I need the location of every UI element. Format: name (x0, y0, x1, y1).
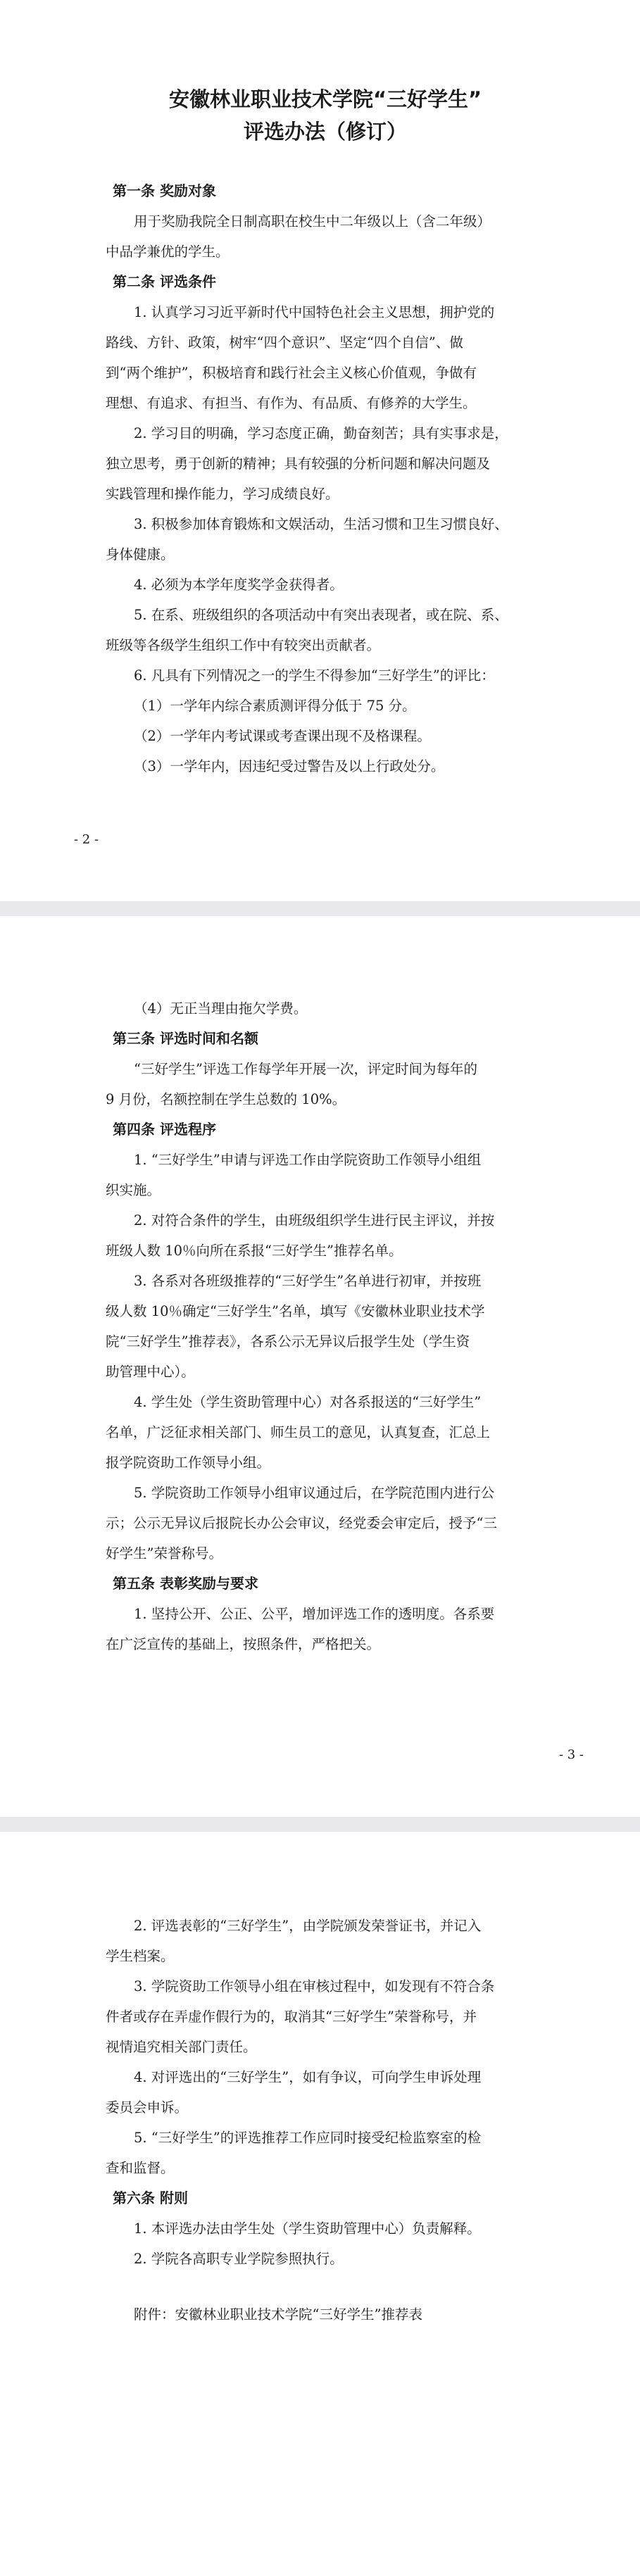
text-line: “三好学生”评选工作每学年开展一次，评定时间为每年的 (134, 1061, 477, 1077)
text-line: 件者或存在弄虚作假行为的，取消其“三好学生”荣誉称号，并 (106, 2009, 477, 2025)
page-3-body (106, 1911, 545, 2330)
text-line: 5. 学院资助工作领导小组审议通过后，在学院范围内进行公 (134, 1485, 495, 1501)
text-line: 5. “三好学生”的评选推荐工作应同时接受纪检监察室的检 (134, 2130, 482, 2146)
text-line: 织实施。 (106, 1182, 161, 1198)
text-line: 名单，广泛征求相关部门、师生员工的意见，认真复查，汇总上 (106, 1424, 491, 1440)
text-line: 实践管理和操作能力，学习成绩良好。 (106, 486, 339, 502)
text-line: 1. 坚持公开、公正、公平，增加评选工作的透明度。各系要 (134, 1606, 495, 1622)
title-line-1: 安徽林业职业技术学院“三好学生” (168, 87, 482, 111)
text-line: 身体健康。 (106, 546, 175, 563)
text-line: 报学院资助工作领导小组。 (106, 1455, 271, 1471)
text-line: 理想、有追求、有担当、有作为、有品质、有修养的大学生。 (106, 395, 477, 411)
text-line: 4. 对评选出的“三好学生”，如有争议，可向学生申诉处理 (134, 2069, 482, 2085)
text-line: 用于奖励我院全日制高职在校生中二年级以上（含二年级） (134, 213, 491, 230)
text-line: 视情追究相关部门责任。 (106, 2039, 257, 2055)
text-line: 2. 学习目的明确，学习态度正确，勤奋刻苦；具有实事求是， (134, 425, 508, 441)
text-line: （1）一学年内综合素质测评得分低于 75 分。 (134, 698, 416, 714)
text-line: 路线、方针、政策，树牢“四个意识”、坚定“四个自信”、做 (106, 334, 463, 351)
text-line: 2. 学院各高职专业学院参照执行。 (134, 2251, 344, 2267)
text-line: 3. 各系对各班级推荐的“三好学生”名单进行初审，并按班 (134, 1273, 482, 1289)
text-line: 院“三好学生”推荐表》，各系公示无异议后报学生处（学生资 (106, 1333, 470, 1350)
page-number: - 3 - (558, 1747, 584, 1762)
text-line: 6. 凡具有下列情况之一的学生不得参加“三好学生”的评比： (134, 667, 495, 684)
text-line: 5. 在系、班级组织的各项活动中有突出表现者，或在院、系、 (134, 607, 508, 623)
text-line: 学生档案。 (106, 1948, 175, 1964)
section-heading: 第一条 奖励对象 (113, 182, 216, 199)
text-line: 委员会申诉。 (106, 2099, 189, 2116)
section-heading: 第二条 评选条件 (113, 273, 216, 290)
text-line: 3. 积极参加体育锻炼和文娱活动，生活习惯和卫生习惯良好、 (134, 516, 508, 532)
text-line: 在广泛宣传的基础上，按照条件，严格把关。 (106, 1636, 381, 1652)
text-line: 附件：安徽林业职业技术学院“三好学生”推荐表 (134, 2306, 422, 2323)
section-heading: 第四条 评选程序 (113, 1121, 216, 1138)
text-line: 1. 本评选办法由学生处（学生资助管理中心）负责解释。 (134, 2220, 481, 2237)
text-line: 好学生”荣誉称号。 (106, 1545, 222, 1562)
text-line: 班级等各级学生组织工作中有较突出贡献者。 (106, 637, 381, 653)
text-line: （2）一学年内考试课或考查课出现不及格课程。 (134, 728, 431, 744)
text-line: （4）无正当理由拖欠学费。 (134, 1000, 308, 1017)
text-line: 4. 学生处（学生资助管理中心）对各系报送的“三好学生” (134, 1394, 482, 1410)
text-line: 示；公示无异议后报院长办公会审议，经党委会审定后，授予“三 (106, 1515, 497, 1531)
section-heading: 第三条 评选时间和名额 (113, 1030, 258, 1047)
page-2-body (106, 993, 545, 1659)
text-line: 助管理中心）。 (106, 1364, 195, 1380)
text-line: （3）一学年内，因违纪受过警告及以上行政处分。 (134, 758, 445, 774)
text-line: 到“两个维护”，积极培育和践行社会主义核心价值观，争做有 (106, 365, 477, 381)
text-line: 3. 学院资助工作领导小组在审核过程中，如发现有不符合条 (134, 1978, 495, 1994)
section-heading: 第六条 附则 (113, 2189, 188, 2206)
text-line: 1. “三好学生”申请与评选工作由学院资助工作领导小组组 (134, 1152, 482, 1168)
title-line-2: 评选办法（修订） (243, 120, 407, 144)
text-line: 2. 对符合条件的学生，由班级组织学生进行民主评议，并按 (134, 1212, 495, 1229)
text-line: 班级人数 10％向所在系报“三好学生”推荐名单。 (106, 1243, 403, 1259)
page-number: - 2 - (74, 832, 99, 847)
text-line: 查和监督。 (106, 2160, 175, 2176)
text-line: 级人数 10％确定“三好学生”名单，填写《安徽林业职业技术学 (106, 1303, 485, 1319)
text-line: 独立思考，勇于创新的精神；具有较强的分析问题和解决问题及 (106, 455, 491, 472)
text-line: 2. 评选表彰的“三好学生”，由学院颁发荣誉证书，并记入 (134, 1918, 482, 1934)
text-line: 1. 认真学习习近平新时代中国特色社会主义思想，拥护党的 (134, 304, 495, 320)
text-line: 中品学兼优的学生。 (106, 244, 230, 260)
text-line: 9 月份，名额控制在学生总数的 10%。 (106, 1091, 346, 1107)
document-page-3 (0, 1832, 640, 2576)
page-1-body (106, 176, 545, 781)
text-line (106, 2274, 545, 2299)
document-page-2 (0, 916, 640, 1817)
document-page-1 (0, 0, 640, 901)
section-heading: 第五条 表彰奖励与要求 (113, 1575, 258, 1592)
text-line: 4. 必须为本学年度奖学金获得者。 (134, 577, 344, 593)
document-title (106, 0, 545, 148)
